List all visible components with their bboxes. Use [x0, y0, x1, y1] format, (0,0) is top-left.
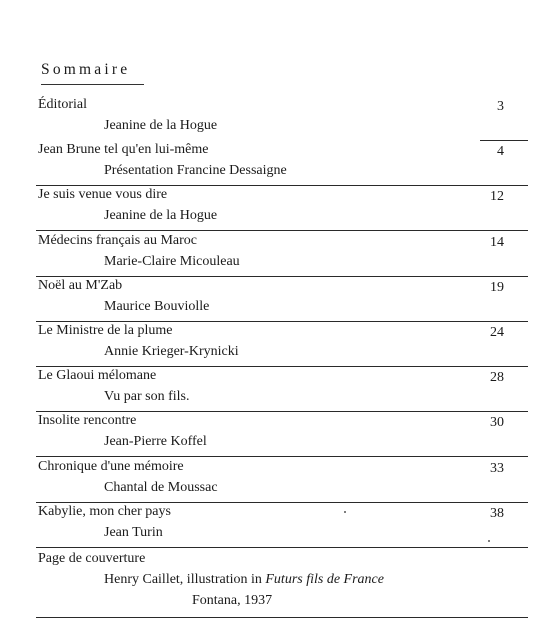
entry-page-number: 38 [490, 506, 504, 521]
entry-author: Annie Krieger-Krynicki [104, 344, 239, 359]
entry-title: Le Glaoui mélomane [38, 368, 157, 383]
entry-page-number: 30 [490, 415, 504, 430]
heading-underline [41, 84, 144, 85]
entry-title: Kabylie, mon cher pays [38, 504, 171, 519]
entry-title: Éditorial [38, 97, 87, 112]
entry-title: Médecins français au Maroc [38, 233, 197, 248]
entry-author: Vu par son fils. [104, 389, 190, 404]
entry-separator [36, 366, 528, 367]
entry-page-number: 28 [490, 370, 504, 385]
cover-credit [104, 572, 384, 588]
entry-title: Insolite rencontre [38, 413, 137, 428]
bottom-rule [36, 617, 528, 618]
entry-author: Jean-Pierre Koffel [104, 434, 207, 449]
entry-author: Marie-Claire Micouleau [104, 254, 240, 269]
entry-separator [36, 230, 528, 231]
entry-author: Maurice Bouviolle [104, 299, 210, 314]
entry-title: Le Ministre de la plume [38, 323, 173, 338]
entry-title: Je suis venue vous dire [38, 187, 168, 202]
scan-speck [488, 540, 490, 542]
entry-author: Chantal de Moussac [104, 480, 218, 495]
cover-credit-work: Futurs fils de France [265, 572, 384, 587]
entry-author: Présentation Francine Dessaigne [104, 163, 287, 178]
entry-page-number: 24 [490, 325, 504, 340]
entry-separator [36, 456, 528, 457]
entry-page-number: 14 [490, 235, 504, 250]
toc-heading: Sommaire [41, 61, 131, 78]
entry-page-number: 3 [497, 99, 504, 114]
entry-separator [480, 140, 528, 141]
entry-separator [36, 185, 528, 186]
entry-page-number: 4 [497, 144, 504, 159]
entry-page-number: 19 [490, 280, 504, 295]
entry-title: Noël au M'Zab [38, 278, 123, 293]
entry-page-number: 12 [490, 189, 504, 204]
entry-author: Jeanine de la Hogue [104, 208, 218, 223]
cover-title: Page de couverture [38, 551, 146, 566]
entry-page-number: 33 [490, 461, 504, 476]
cover-credit-prefix: Henry Caillet, illustration in [104, 572, 266, 587]
entry-title: Jean Brune tel qu'en lui-même [38, 142, 209, 157]
entry-separator [36, 547, 528, 548]
entry-title: Chronique d'une mémoire [38, 459, 184, 474]
entry-separator [36, 276, 528, 277]
entry-author: Jeanine de la Hogue [104, 118, 218, 133]
cover-publisher: Fontana, 1937 [192, 593, 273, 608]
scan-speck [344, 511, 346, 513]
entry-separator [36, 411, 528, 412]
entry-separator [36, 321, 528, 322]
entry-author: Jean Turin [104, 525, 163, 540]
entry-separator [36, 502, 528, 503]
